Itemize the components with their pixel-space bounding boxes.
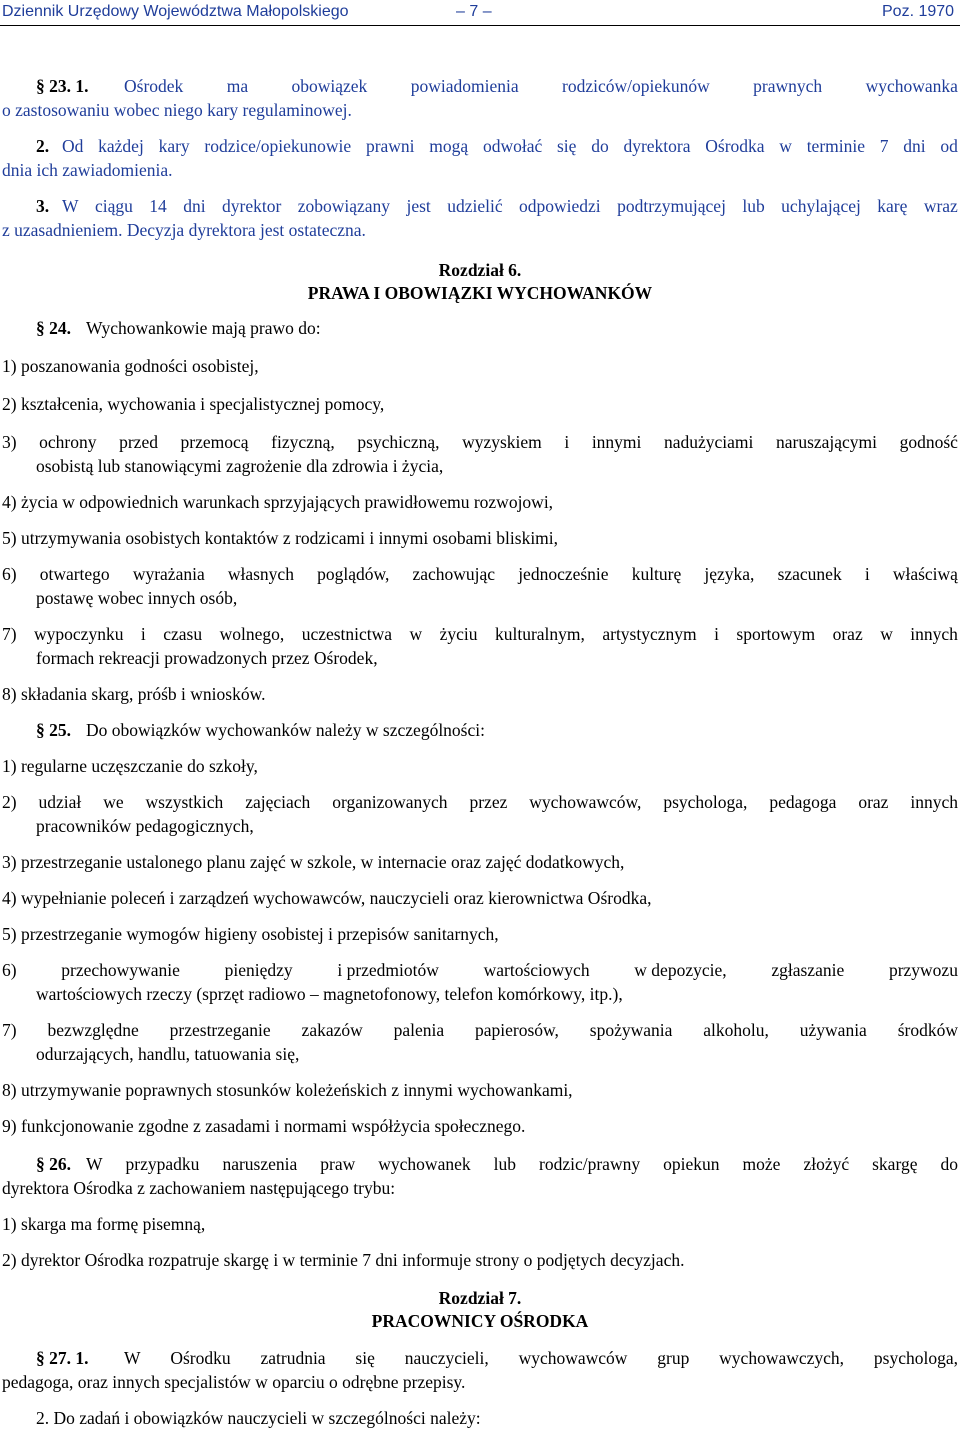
p23-section-2-line-2: dnia ich zawiadomienia. [2,160,173,180]
p25-number: § 25. [36,720,71,740]
word: może [742,1154,781,1174]
word: oraz [832,624,863,644]
word: psychiczną, [357,432,440,452]
p24-item-3-line-2: osobistą lub stanowiącymi zagrożenie dla zdrowia i życia, [36,456,444,476]
word: opiekun [663,1154,720,1174]
header-rule [0,25,960,26]
p25-item-2-line-1 [2,790,958,814]
word: kulturalnym, [494,624,585,644]
word: wychowawców, [529,792,642,812]
p27-line-1 [124,1346,958,1370]
word: i przedmiotów [337,960,439,980]
p25-item-7-line-1 [2,1018,958,1042]
p25-item-3: 3) przestrzeganie ustalonego planu zajęć w szkole, w internacie oraz zajęć dodatkowych, [2,852,625,872]
word: prawnych [753,76,823,96]
word: się [556,136,577,156]
word: zakazów [301,1020,363,1040]
word: w [409,624,423,644]
word: sportowym [736,624,816,644]
word: przed [119,432,158,452]
p24-item-1: 1) poszanowania godności osobistej, [2,356,259,376]
word: pedagoga [769,792,837,812]
word: mogą [429,136,469,156]
p24-item-7-line-2: formach rekreacji prowadzonych przez Ośrodek, [36,648,378,668]
word: w [880,624,893,644]
word: ma [226,76,249,96]
word: jest [406,196,431,216]
word: kulturę [631,564,682,584]
word: lub [742,196,765,216]
word: alkoholu, [703,1020,769,1040]
word: jednocześnie [518,564,609,584]
word: Ośrodku [170,1348,231,1368]
p24-item-6-line-1 [2,562,958,586]
p24-item-7-line-1 [2,622,958,646]
word: godność [899,432,958,452]
p23-line-1 [124,74,958,98]
word: 7) [2,1020,17,1040]
p24-item-8: 8) składania skarg, próśb i wniosków. [2,684,266,704]
chapter-7-label: Rozdział 7. [438,1288,522,1308]
word: zatrudnia [260,1348,326,1368]
word: przechowywanie [61,960,180,980]
word: szacunek [777,564,842,584]
word: środków [897,1020,958,1040]
p23-section-2-line-1 [62,134,958,158]
p24-intro: Wychowankowie mają prawo do: [86,318,321,338]
word: 7) [2,624,17,644]
word: wolnego, [219,624,285,644]
word: innych [910,792,958,812]
word: do [940,1154,958,1174]
word: języka, [704,564,755,584]
p23-section-3-number: 3. [36,196,50,216]
word: powiadomienia [410,76,519,96]
position-number: Poz. 1970 [882,3,955,20]
word: wartościowych [483,960,590,980]
word: podtrzymującej [617,196,726,216]
word: karę [877,196,908,216]
word: W [62,196,79,216]
chapter-7-title: PRACOWNICY OŚRODKA [371,1311,589,1331]
word: terminie [806,136,865,156]
word: innych [910,624,958,644]
word: prawni [365,136,415,156]
p23-section-3-line-1 [62,194,958,218]
word: bezwzględne [47,1020,139,1040]
word: udzielić [447,196,503,216]
word: uchylającej [781,196,861,216]
p24-item-6-line-2: postawę wobec innych osób, [36,588,238,608]
p27-line-2: pedagoga, oraz innych specjalistów w oparciu o odrębne przepisy. [2,1372,466,1392]
p25-item-6-line-2: wartościowych rzeczy (sprzęt radiowo – magnetofonowy, telefon komórkowy, itp.), [36,984,623,1004]
word: dni [183,196,206,216]
word: 2) [2,792,17,812]
word: w [779,136,792,156]
word: W [124,1348,141,1368]
word: w depozycie, [634,960,727,980]
word: ciągu [94,196,133,216]
p27-number: § 27. 1. [36,1348,89,1368]
word: lub [493,1154,516,1174]
p23-section-3-line-2: z uzasadnieniem. Decyzja dyrektora jest ostateczna. [2,220,366,240]
word: innymi [591,432,642,452]
word: W [86,1154,103,1174]
word: czasu [163,624,203,644]
word: wraz [923,196,958,216]
p25-item-7-line-2: odurzających, handlu, tatuowania się, [36,1044,300,1064]
word: się [355,1348,375,1368]
word: przemocą [180,432,249,452]
word: rodzic/prawny [539,1154,641,1174]
p24-item-5: 5) utrzymywania osobistych kontaktów z rodzicami i innymi osobami bliskimi, [2,528,559,548]
p24-number: § 24. [36,318,71,338]
word: we [103,792,124,812]
word: dyrektor [222,196,282,216]
word: do [591,136,609,156]
p23-line-2: o zastosowaniu wobec niego kary regulaminowej. [2,100,352,120]
p25-intro: Do obowiązków wychowanków należy w szczególności: [86,720,485,740]
word: każdej [98,136,144,156]
word: wychowanka [865,76,958,96]
p26-item-1: 1) skarga ma formę pisemną, [2,1214,206,1234]
p24-item-3-line-1 [2,430,958,454]
p25-item-8: 8) utrzymywanie poprawnych stosunków koleżeńskich z innymi wychowankami, [2,1080,573,1100]
word: zajęciach [245,792,311,812]
word: wyrażania [132,564,205,584]
word: fizyczną, [271,432,335,452]
p26-number: § 26. [36,1154,71,1174]
word: przypadku [125,1154,200,1174]
word: naruszenia [222,1154,298,1174]
journal-title: Dziennik Urzędowy Województwa Małopolskiego [2,3,349,20]
word: Ośrodka [705,136,765,156]
word: rodziców/opiekunów [562,76,710,96]
p25-item-9: 9) funkcjonowanie zgodne z zasadami i normami współżycia społecznego. [2,1116,526,1136]
word: zobowiązany [297,196,391,216]
p25-item-4: 4) wypełnianie poleceń i zarządzeń wychowawców, nauczycieli oraz kierownictwa Ośrodka, [2,888,652,908]
word: 14 [149,196,167,216]
word: wychowanek [378,1154,471,1174]
word: złożyć [803,1154,850,1174]
p25-item-1: 1) regularne uczęszczanie do szkoły, [2,756,258,776]
chapter-6-label: Rozdział 6. [438,260,522,280]
word: i [864,564,870,584]
p25-item-2-line-2: pracowników pedagogicznych, [36,816,254,836]
word: wychowawczych, [719,1348,845,1368]
word: nadużyciami [663,432,754,452]
word: od [940,136,958,156]
word: ochrony [39,432,97,452]
word: przez [469,792,508,812]
p26-line-1 [86,1152,958,1176]
word: używania [799,1020,867,1040]
word: palenia [393,1020,445,1040]
word: wychowawców [518,1348,628,1368]
page-number: – 7 – [456,3,492,20]
word: i [140,624,146,644]
p24-item-2: 2) kształcenia, wychowania i specjalistycznej pomocy, [2,394,385,414]
word: papierosów, [475,1020,559,1040]
word: 6) [2,960,17,980]
word: 3) [2,432,17,452]
word: uczestnictwa [301,624,393,644]
word: kary [158,136,190,156]
word: artystycznym [602,624,697,644]
chapter-6-title: PRAWA I OBOWIĄZKI WYCHOWANKÓW [307,283,653,303]
word: Od [62,136,84,156]
word: przywozu [888,960,958,980]
word: wyzyskiem [462,432,542,452]
word: życiu [439,624,478,644]
word: i [564,432,570,452]
word: naruszającymi [775,432,878,452]
word: zgłaszanie [771,960,845,980]
word: Ośrodek [124,76,184,96]
word: otwartego [39,564,110,584]
p25-item-5: 5) przestrzeganie wymogów higieny osobistej i przepisów sanitarnych, [2,924,499,944]
word: skargę [872,1154,918,1174]
word: obowiązek [291,76,368,96]
word: psychologa, [873,1348,958,1368]
word: oraz [858,792,889,812]
word: i [714,624,719,644]
word: wypoczynku [34,624,124,644]
word: psychologa, [663,792,748,812]
p25-item-6-line-1 [2,958,958,982]
p26-line-2: dyrektora Ośrodka z zachowaniem następującego trybu: [2,1178,396,1198]
p26-item-2: 2) dyrektor Ośrodka rozpatruje skargę i w terminie 7 dni informuje strony o podjętych decyzjach. [2,1250,685,1270]
word: własnych [227,564,294,584]
word: 7 [879,136,889,156]
p23-number: § 23. 1. [36,76,89,96]
p27-section-2: 2. Do zadań i obowiązków nauczycieli w szczególności należy: [36,1408,481,1428]
word: wszystkich [145,792,224,812]
word: poglądów, [317,564,390,584]
word: właściwą [892,564,958,584]
word: grup [657,1348,690,1368]
word: zachowując [412,564,496,584]
p24-item-4: 4) życia w odpowiednich warunkach sprzyjających prawidłowemu rozwojowi, [2,492,554,512]
word: dyrektora [623,136,691,156]
word: 6) [2,564,17,584]
word: organizowanych [332,792,448,812]
p23-section-2-number: 2. [36,136,50,156]
word: pieniędzy [224,960,293,980]
word: dni [903,136,926,156]
word: przestrzeganie [169,1020,271,1040]
word: odpowiedzi [519,196,601,216]
word: spożywania [589,1020,673,1040]
word: nauczycieli, [404,1348,489,1368]
word: praw [320,1154,356,1174]
word: rodzice/opiekunowie [204,136,352,156]
word: odwołać [482,136,543,156]
word: udział [38,792,82,812]
